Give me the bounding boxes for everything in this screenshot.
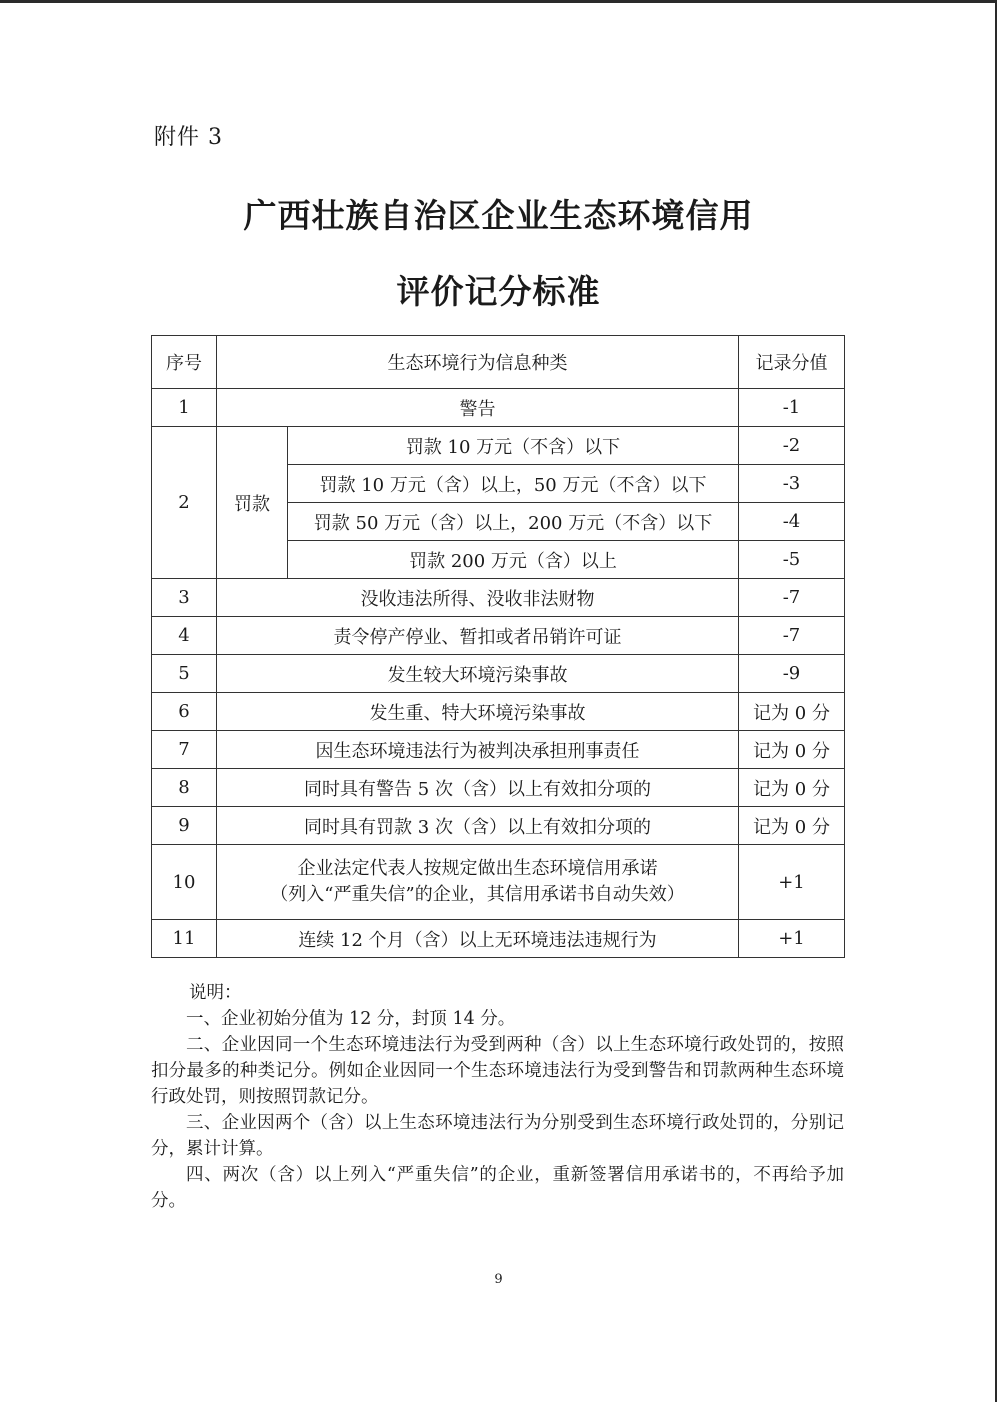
- row-score: -1: [739, 389, 845, 427]
- row-item: 没收违法所得、没收非法财物: [217, 579, 739, 617]
- table-row: [152, 731, 845, 769]
- header-seq: 序号: [152, 336, 217, 389]
- table-row: [152, 655, 845, 693]
- document-title-line1: 广西壮族自治区企业生态环境信用: [243, 196, 754, 235]
- row-item: 发生较大环境污染事故: [217, 655, 739, 693]
- scan-top-edge: [0, 0, 997, 3]
- row-seq: 1: [152, 389, 217, 427]
- row-seq: 5: [152, 655, 217, 693]
- row-seq: 3: [152, 579, 217, 617]
- row-score: 记为 0 分: [739, 769, 845, 807]
- row-score: -9: [739, 655, 845, 693]
- row-seq: 10: [152, 845, 217, 920]
- header-score: 记录分值: [739, 336, 845, 389]
- row-item: 警告: [217, 389, 739, 427]
- notes-label: 说明：: [189, 983, 242, 1003]
- row-item-line1: 企业法定代表人按规定做出生态环境信用承诺: [297, 858, 658, 879]
- note-item: 一、企业初始分值为 12 分，封顶 14 分。: [186, 1009, 516, 1029]
- row-score: -3: [739, 465, 845, 503]
- row-seq: 2: [152, 427, 217, 579]
- row-seq: 7: [152, 731, 217, 769]
- table-row: [152, 845, 845, 920]
- table-row: [152, 389, 845, 427]
- row-seq: 9: [152, 807, 217, 845]
- notes-section: [151, 980, 844, 1214]
- row-score: +1: [739, 845, 845, 920]
- row-subitem: 罚款 50 万元（含）以上，200 万元（不含）以下: [288, 503, 739, 541]
- row-score: -7: [739, 579, 845, 617]
- row-seq: 8: [152, 769, 217, 807]
- row-item: [217, 845, 739, 920]
- row-score: 记为 0 分: [739, 807, 845, 845]
- header-category: 生态环境行为信息种类: [217, 336, 739, 389]
- row-item: 因生态环境违法行为被判决承担刑事责任: [217, 731, 739, 769]
- row-item: 同时具有罚款 3 次（含）以上有效扣分项的: [217, 807, 739, 845]
- row-score: -5: [739, 541, 845, 579]
- row-item: 连续 12 个月（含）以上无环境违法违规行为: [217, 920, 739, 958]
- row-score: -4: [739, 503, 845, 541]
- row-score: -7: [739, 617, 845, 655]
- note-item: 三、企业因两个（含）以上生态环境违法行为分别受到生态环境行政处罚的，分别记分，累计计算。: [151, 1113, 844, 1159]
- row-subitem: 罚款 200 万元（含）以上: [288, 541, 739, 579]
- scoring-standard-table: [151, 335, 845, 958]
- row-seq: 6: [152, 693, 217, 731]
- row-score: -2: [739, 427, 845, 465]
- page-number: 9: [494, 1272, 503, 1287]
- table-row: [152, 579, 845, 617]
- note-item: 二、企业因同一个生态环境违法行为受到两种（含）以上生态环境行政处罚的，按照扣分最多的种类记分。例如企业因同一个生态环境违法行为受到警告和罚款两种生态环境行政处罚，则按照罚款记分。: [151, 1035, 844, 1107]
- note-item: 四、两次（含）以上列入“严重失信”的企业，重新签署信用承诺书的，不再给予加分。: [151, 1165, 844, 1211]
- row-item-line2: （列入“严重失信”的企业，其信用承诺书自动失效）: [270, 884, 685, 905]
- table-row: [152, 807, 845, 845]
- row-item: 同时具有警告 5 次（含）以上有效扣分项的: [217, 769, 739, 807]
- table-header-row: [152, 336, 845, 389]
- row-score: 记为 0 分: [739, 693, 845, 731]
- table-row: [152, 427, 845, 465]
- table-row: [152, 693, 845, 731]
- attachment-label: 附件 3: [154, 125, 223, 150]
- row-subitem: 罚款 10 万元（不含）以下: [288, 427, 739, 465]
- row-seq: 4: [152, 617, 217, 655]
- row-item: 责令停产停业、暂扣或者吊销许可证: [217, 617, 739, 655]
- row-score: +1: [739, 920, 845, 958]
- row-item: 发生重、特大环境污染事故: [217, 693, 739, 731]
- row-subitem: 罚款 10 万元（含）以上，50 万元（不含）以下: [288, 465, 739, 503]
- table-row: [152, 617, 845, 655]
- row-score: 记为 0 分: [739, 731, 845, 769]
- row-seq: 11: [152, 920, 217, 958]
- row-group-fine: 罚款: [217, 427, 288, 579]
- table-row: [152, 920, 845, 958]
- table-row: [152, 769, 845, 807]
- document-title-line2: 评价记分标准: [396, 272, 601, 311]
